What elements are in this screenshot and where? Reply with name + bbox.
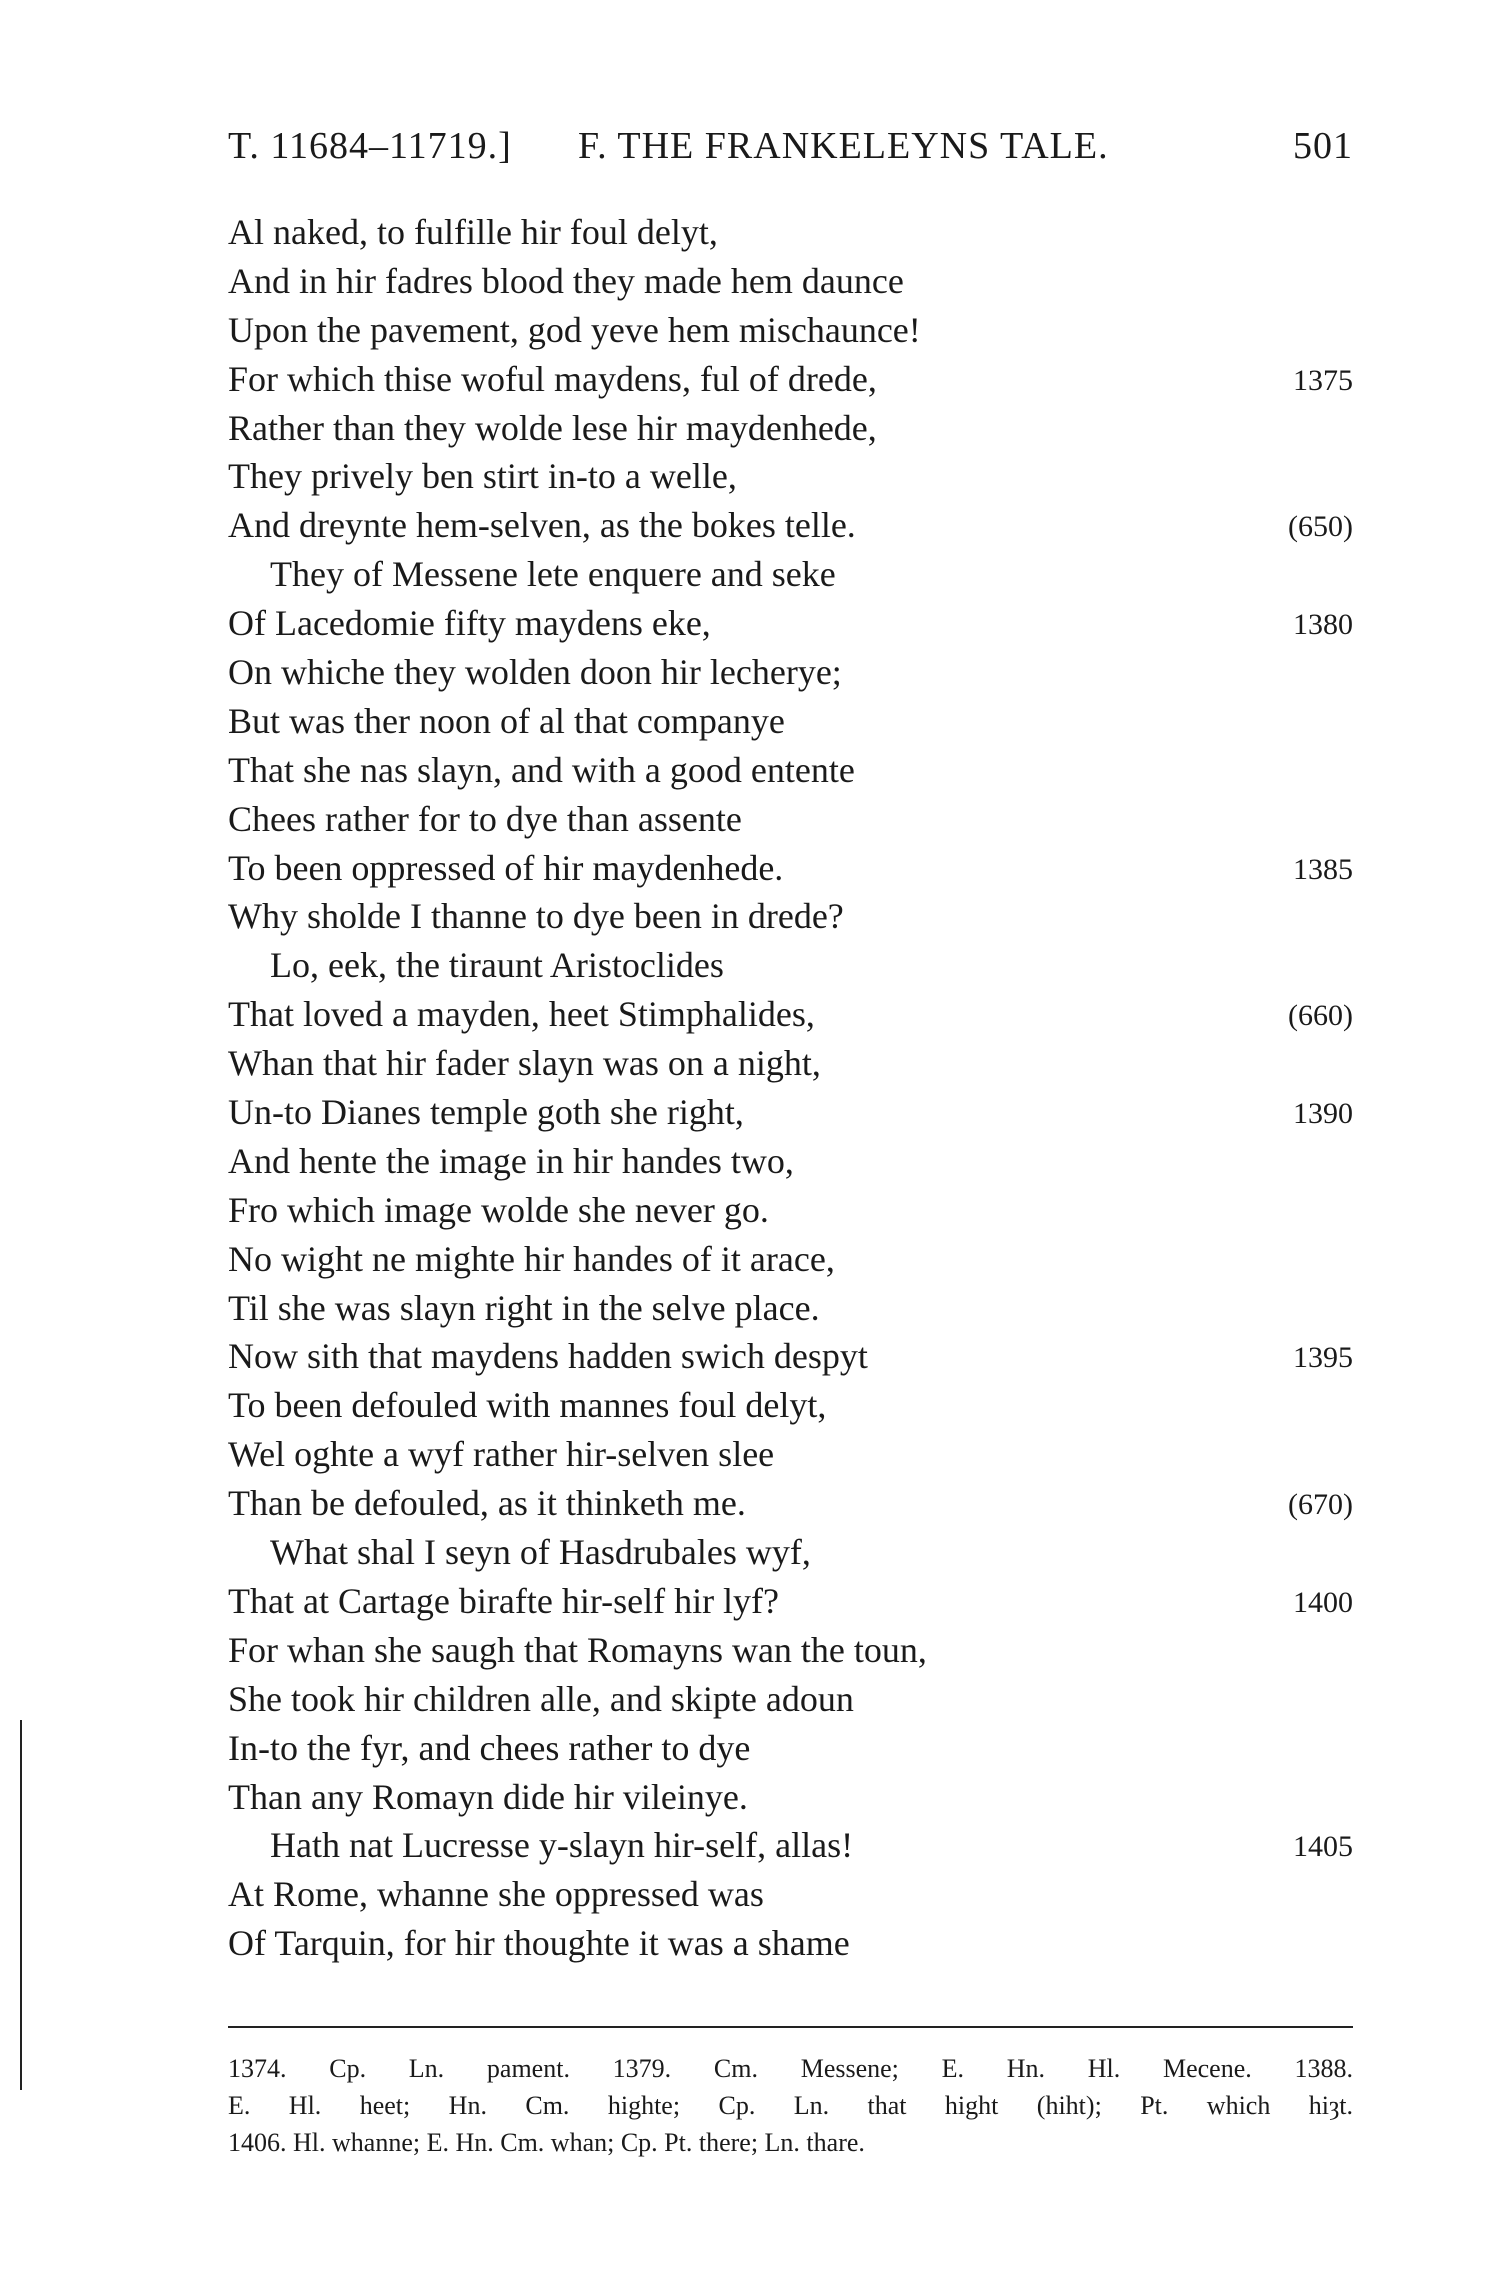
poem-line	[228, 1088, 1353, 1137]
poem-line	[228, 844, 1353, 893]
poem-line	[228, 1870, 1353, 1919]
poem-line-text: And dreynte hem-selven, as the bokes telle.	[228, 505, 856, 546]
poem-line	[228, 1137, 1353, 1186]
poem-line	[228, 1284, 1353, 1333]
poem-line	[228, 990, 1353, 1039]
poem-line-text: She took hir children alle, and skipte adoun	[228, 1678, 854, 1719]
poem-line-text: Why sholde I thanne to dye been in drede?	[228, 896, 844, 937]
poem-line	[228, 1430, 1353, 1479]
poem-line-text: And in hir fadres blood they made hem daunce	[228, 260, 904, 301]
poem-line-text: Upon the pavement, god yeve hem mischaunce!	[228, 309, 921, 350]
poem-line	[228, 1919, 1353, 1968]
poem-line	[228, 355, 1353, 404]
poem-line-text: Now sith that maydens hadden swich despyt	[228, 1336, 868, 1377]
footnote-line: E. Hl. heet; Hn. Cm. highte; Cp. Ln. that hight (hiht); Pt. which hiȝt.	[228, 2091, 1353, 2120]
poem-line	[228, 306, 1353, 355]
poem-line-text: Un-to Dianes temple goth she right,	[228, 1092, 744, 1133]
left-margin-rule	[20, 1720, 22, 2090]
poem-line	[228, 1528, 1353, 1577]
line-number: 1375	[1293, 363, 1353, 397]
poem-line	[228, 648, 1353, 697]
poem-line	[228, 1235, 1353, 1284]
poem-text	[228, 208, 1353, 1968]
poem-line	[228, 746, 1353, 795]
poem-line	[228, 404, 1353, 453]
poem-line	[228, 1381, 1353, 1430]
poem-line-text: At Rome, whanne she oppressed was	[228, 1874, 764, 1915]
poem-line	[228, 892, 1353, 941]
poem-line-text: Al naked, to fulfille hir foul delyt,	[228, 212, 718, 252]
poem-line	[228, 1332, 1353, 1381]
poem-line-text: Whan that hir fader slayn was on a night,	[228, 1043, 821, 1084]
poem-line-text: That she nas slayn, and with a good entente	[228, 749, 855, 790]
poem-line-text: Rather than they wolde lese hir maydenhede,	[228, 407, 877, 448]
poem-line-text: On whiche they wolden doon hir lecherye;	[228, 652, 842, 693]
poem-line	[228, 1821, 1353, 1870]
poem-line	[228, 257, 1353, 306]
line-number: 1380	[1293, 608, 1353, 642]
poem-line-text: Til she was slayn right in the selve place.	[228, 1287, 820, 1328]
poem-line	[228, 1724, 1353, 1773]
poem-line-text: That loved a mayden, heet Stimphalides,	[228, 994, 815, 1035]
footnote-line: 1374. Cp. Ln. pament. 1379. Cm. Messene; E. Hn. Hl. Mecene. 1388.	[228, 2054, 1353, 2083]
poem-line-text: In-to the fyr, and chees rather to dye	[228, 1727, 751, 1768]
poem-line-text: Of Lacedomie fifty maydens eke,	[228, 603, 711, 644]
poem-line-text: For which thise woful maydens, ful of drede,	[228, 358, 877, 399]
poem-line	[228, 941, 1353, 990]
line-number: 1400	[1293, 1585, 1353, 1619]
poem-line-text: But was ther noon of al that companye	[228, 700, 785, 741]
poem-line	[228, 1186, 1353, 1235]
poem-line-text: Than be defouled, as it thinketh me.	[228, 1483, 746, 1524]
poem-line	[228, 501, 1353, 550]
poem-line-text: Hath nat Lucresse y-slayn hir-self, allas!	[270, 1825, 854, 1866]
poem-line-text: No wight ne mighte hir handes of it arace,	[228, 1238, 835, 1279]
poem-line-text: And hente the image in hir handes two,	[228, 1140, 794, 1181]
poem-line	[228, 452, 1353, 501]
poem-line-text: For whan she saugh that Romayns wan the toun,	[228, 1629, 927, 1670]
header-title: F. THE FRANKELEYNS TALE.	[578, 125, 1109, 167]
footnote-divider	[228, 2026, 1353, 2028]
poem-line	[228, 697, 1353, 746]
poem-line-text: Lo, eek, the tiraunt Aristoclides	[270, 945, 724, 986]
line-number: 1390	[1293, 1097, 1353, 1131]
line-number: (650)	[1288, 510, 1353, 544]
poem-line-text: Of Tarquin, for hir thoughte it was a shame	[228, 1923, 850, 1964]
poem-line	[228, 550, 1353, 599]
poem-line	[228, 1577, 1353, 1626]
poem-line-text: They prively ben stirt in-to a welle,	[228, 456, 737, 497]
header-line-reference: T. 11684–11719.]	[228, 125, 512, 167]
poem-line	[228, 1675, 1353, 1724]
poem-line-text: Wel oghte a wyf rather hir-selven slee	[228, 1434, 775, 1475]
page-number: 501	[1293, 125, 1353, 167]
poem-line-text: To been defouled with mannes foul delyt,	[228, 1385, 827, 1426]
poem-line-text: That at Cartage birafte hir-self hir lyf?	[228, 1580, 780, 1621]
poem-line	[228, 599, 1353, 648]
line-number: 1395	[1293, 1341, 1353, 1375]
running-header	[228, 124, 1353, 180]
footnotes	[228, 2050, 1353, 2161]
poem-line-text: Chees rather for to dye than assente	[228, 798, 742, 839]
poem-line	[228, 1039, 1353, 1088]
poem-line-text: To been oppressed of hir maydenhede.	[228, 847, 784, 888]
poem-line	[228, 1773, 1353, 1822]
poem-line-text: They of Messene lete enquere and seke	[270, 554, 836, 595]
poem-line	[228, 1626, 1353, 1675]
footnote-line: 1406. Hl. whanne; E. Hn. Cm. whan; Cp. Pt. there; Ln. thare.	[228, 2128, 865, 2157]
poem-line-text: Fro which image wolde she never go.	[228, 1189, 769, 1230]
line-number: 1405	[1293, 1830, 1353, 1864]
poem-line	[228, 208, 1353, 257]
line-number: 1385	[1293, 852, 1353, 886]
line-number: (660)	[1288, 999, 1353, 1033]
poem-line	[228, 795, 1353, 844]
poem-line-text: What shal I seyn of Hasdrubales wyf,	[270, 1532, 811, 1573]
line-number: (670)	[1288, 1488, 1353, 1522]
poem-line-text: Than any Romayn dide hir vileinye.	[228, 1776, 748, 1817]
poem-line	[228, 1479, 1353, 1528]
